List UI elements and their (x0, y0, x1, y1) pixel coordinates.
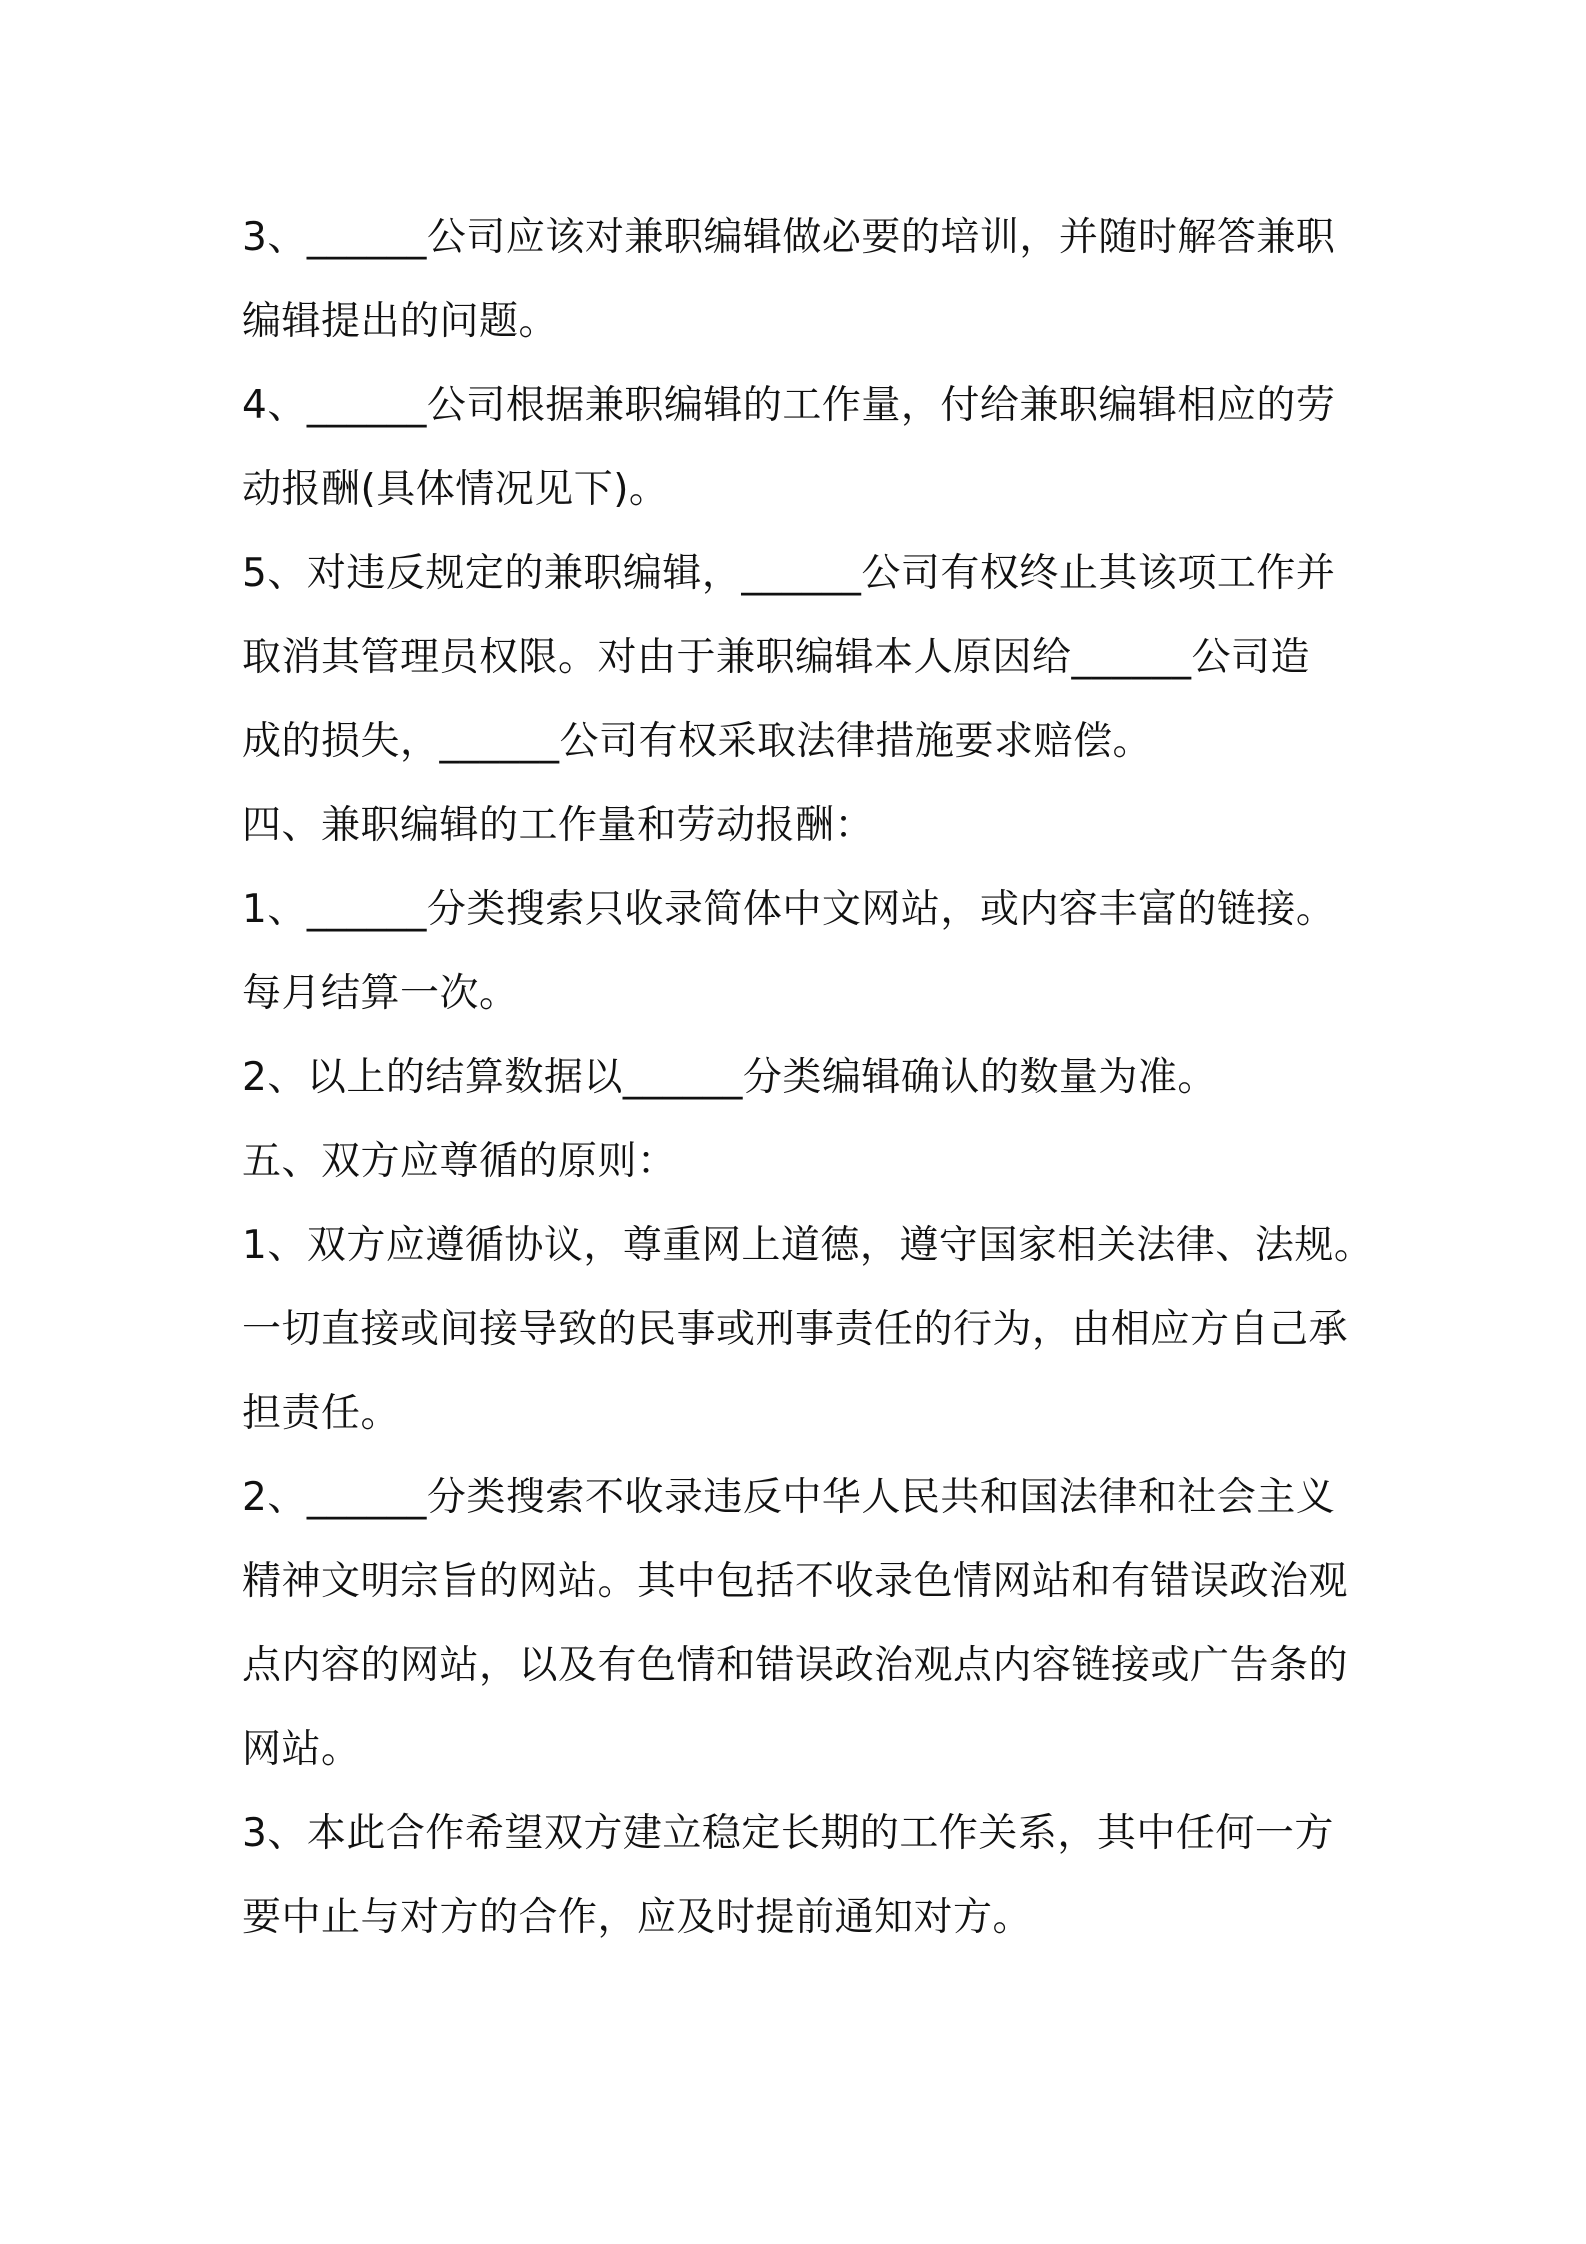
paragraph-clause-5-3 (242, 1792, 1372, 1960)
paragraph-clause-4-2 (242, 1036, 1372, 1120)
section-heading-text: 四、兼职编辑的工作量和劳动报酬： (242, 803, 875, 848)
section-heading-4 (242, 784, 1372, 868)
text-line: 一切直接或间接导致的民事或刑事责任的行为，由相应方自己承 (242, 1307, 1349, 1352)
text-line: 3、本此合作希望双方建立稳定长期的工作关系，其中任何一方 (242, 1811, 1334, 1856)
text-line: 网站。 (242, 1727, 361, 1772)
paragraph-clause-5-2 (242, 1456, 1372, 1792)
section-heading-text: 五、双方应尊循的原则： (242, 1139, 677, 1184)
text-line: 担责任。 (242, 1391, 401, 1436)
text-line: 每月结算一次。 (242, 971, 519, 1016)
text-line: 1、双方应遵循协议，尊重网上道德，遵守国家相关法律、法规。 (242, 1223, 1374, 1268)
paragraph-clause-5-1 (242, 1204, 1372, 1456)
text-line: 编辑提出的问题。 (242, 299, 559, 344)
text-line: 2、______分类搜索不收录违反中华人民共和国法律和社会主义 (242, 1475, 1336, 1520)
text-line: 5、对违反规定的兼职编辑，______公司有权终止其该项工作并 (242, 551, 1336, 596)
text-line: 4、______公司根据兼职编辑的工作量，付给兼职编辑相应的劳 (242, 383, 1336, 428)
text-line: 3、______公司应该对兼职编辑做必要的培训，并随时解答兼职 (242, 215, 1336, 260)
text-line: 1、______分类搜索只收录简体中文网站，或内容丰富的链接。 (242, 887, 1336, 932)
text-line: 成的损失，______公司有权采取法律措施要求赔偿。 (242, 719, 1153, 764)
section-heading-5 (242, 1120, 1372, 1204)
text-line: 取消其管理员权限。对由于兼职编辑本人原因给______公司造 (242, 635, 1311, 680)
text-line: 点内容的网站，以及有色情和错误政治观点内容链接或广告条的 (242, 1643, 1349, 1688)
text-line: 要中止与对方的合作，应及时提前通知对方。 (242, 1895, 1033, 1940)
paragraph-clause-4-1 (242, 868, 1372, 1036)
text-line: 2、以上的结算数据以______分类编辑确认的数量为准。 (242, 1055, 1217, 1100)
paragraph-clause-3-3 (242, 532, 1372, 784)
paragraph-clause-3-2 (242, 364, 1372, 532)
document-body (242, 196, 1372, 1960)
paragraph-clause-3-1 (242, 196, 1372, 364)
text-line: 精神文明宗旨的网站。其中包括不收录色情网站和有错误政治观 (242, 1559, 1349, 1604)
text-line: 动报酬(具体情况见下)。 (242, 467, 669, 512)
